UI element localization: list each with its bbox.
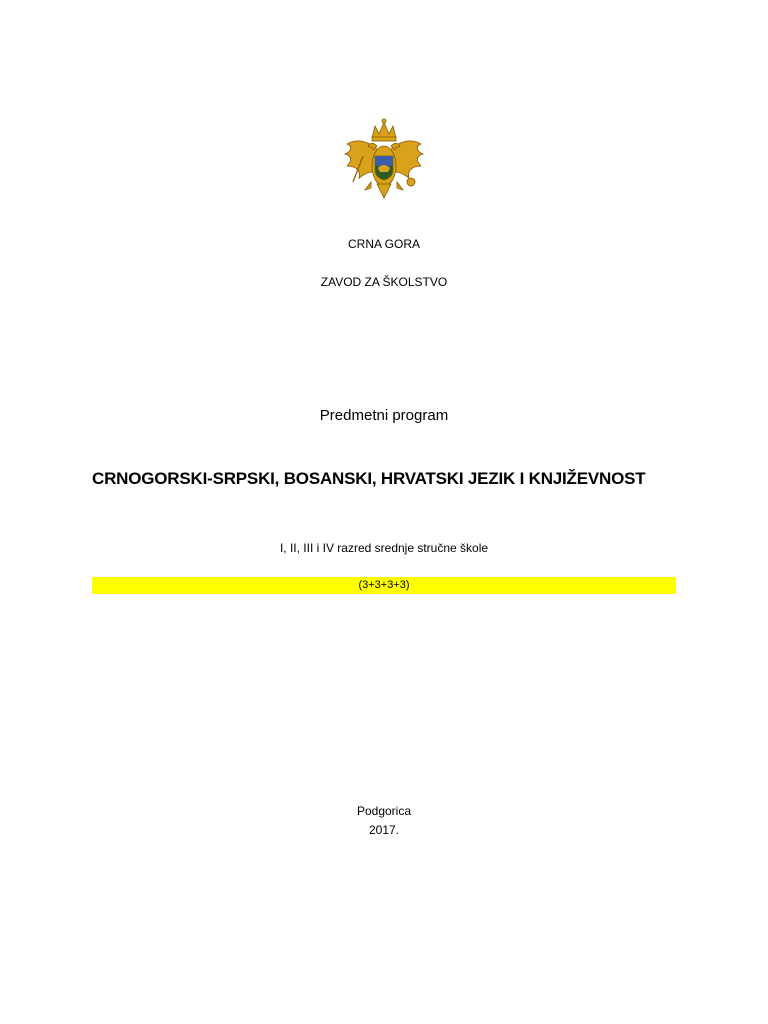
document-title: CRNOGORSKI-SRPSKI, BOSANSKI, HRVATSKI JEZIK I KNJIŽEVNOST — [92, 469, 646, 488]
country-name: CRNA GORA — [347, 237, 420, 251]
weekly-hours: (3+3+3+3) — [358, 579, 410, 591]
publication-city: Podgorica — [356, 804, 412, 818]
grade-levels: I, II, III i IV razred srednje stručne škole — [279, 541, 489, 555]
coat-of-arms-icon — [339, 116, 429, 206]
document-subtitle: Predmetni program — [319, 407, 449, 424]
publication-year: 2017. — [368, 823, 400, 837]
institute-name: ZAVOD ZA ŠKOLSTVO — [320, 275, 448, 289]
